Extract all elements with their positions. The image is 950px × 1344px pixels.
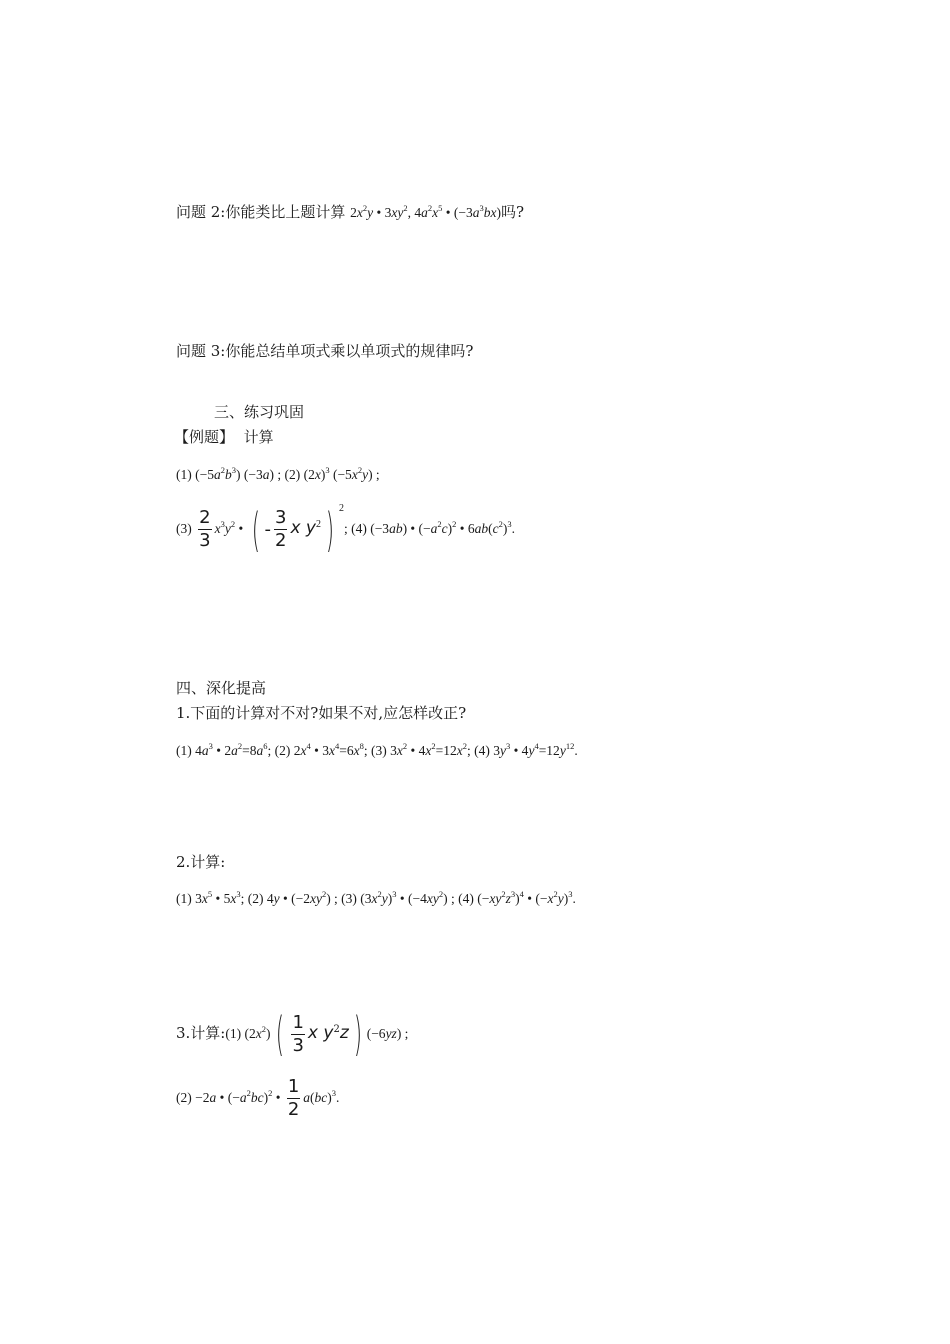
example-task: 计算 (243, 428, 274, 446)
right-paren: ) (353, 1007, 362, 1061)
example-items-3-4: (3) $\frac{2}{3}$ $x^3y^2$ • ( - $\frac{3}{2}$ x $y^2$ ) $^2$; (4) (−3ab) • $(-a^2c)^2$ • $6ab(c^2)^3$. (176, 502, 516, 557)
left-paren: ( (251, 502, 260, 557)
fraction-one-half: $\frac{1}{2}$ (287, 1076, 300, 1121)
question-2-prefix: 问题 2:你能类比上题计算 (176, 203, 351, 221)
example-heading (174, 427, 274, 447)
right-paren: ) (325, 502, 335, 557)
left-paren: ( (275, 1007, 284, 1061)
task-1-items: (1) $4a^3$ • $2a^2=8a^6$; (2) $2x^4$ • $3x^4=6x^8$; (3) $3x^2$ • $4x^2=12x^2$; (4) $3y^3$ • $4y^4=12y^{12}$. (176, 741, 578, 758)
fraction-one-third: $\frac{1}{3}$ (292, 1011, 304, 1056)
task-2-items: (1) $3x^5$ • $5x^3$; (2) 4y • $(-2xy^2)$ ; (3) $(3x^2y)^3$ • $(-4xy^2)$ ; (4) $(-xy^2z^3)^4$ • $(-x^2y)^3$. (176, 889, 576, 906)
task-3-line-2: (2) −2a • $(-a^2bc)^2$ • $\frac{1}{2}$ a(bc)$^3$. (176, 1076, 340, 1121)
question-2 (176, 202, 524, 223)
question-2-suffix: 吗? (500, 203, 524, 221)
section-3-title: 三、练习巩固 (214, 403, 305, 421)
question-2-formula: $2x^2y$ • $3xy^2$, $4a^2x^5$ • $(-3a^3bx)$ (350, 203, 501, 220)
fraction-two-thirds: $\frac{2}{3}$ (199, 507, 211, 552)
question-3: 问题 3:你能总结单项式乘以单项式的规律吗? (176, 342, 474, 360)
task-3-line-1: 3.计算:(1) $(2x^2)$ ( $\frac{1}{3}$ x $y^2z$ ) (−6yz) ; (176, 1007, 409, 1061)
example-label: 【例题】 (174, 428, 235, 446)
task-2-text: 2.计算: (176, 853, 226, 871)
task-3-prefix: 3.计算: (176, 1024, 226, 1042)
section-4-title: 四、深化提高 (176, 679, 267, 697)
fraction-three-halves: $\frac{3}{2}$ (275, 507, 287, 552)
example-items-1-2: (1) $(-5a^2b^3)$ (−3a) ; (2) $(2x)^3$ $(-5x^2y)$ ; (176, 465, 380, 482)
task-1-text: 1.下面的计算对不对?如果不对,应怎样改正? (176, 704, 467, 722)
